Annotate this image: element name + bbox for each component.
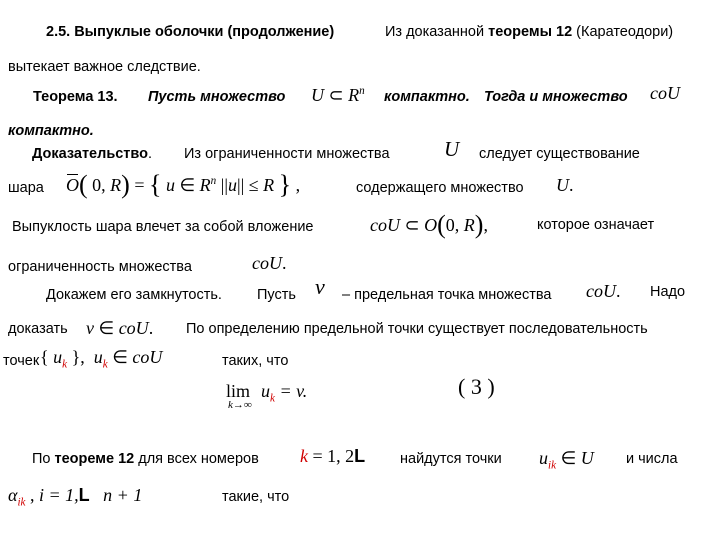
formula-embedding: coU ⊂ O(0, R),	[370, 210, 488, 239]
formula-u-ik-in-U: $u_{ik}$ ∈ U	[539, 448, 594, 472]
formula-lim-subscript: k→∞	[228, 399, 252, 411]
closed-text-4: Надо	[650, 284, 686, 300]
formula-coU-dot-2: coU.	[586, 281, 621, 301]
proof-text-3: шара	[8, 180, 44, 196]
proof-text-6: которое означает	[537, 217, 655, 233]
formula-sequence: { $u_k$ }, $u_k$ ∈ coU	[40, 347, 163, 371]
closed-text-3: – предельная точка множества	[342, 287, 552, 303]
theorem-text-4: компактно.	[8, 123, 94, 139]
theorem-text-2: компактно.	[384, 89, 470, 105]
proof-text-4: содержащего множество	[356, 180, 524, 196]
formula-lim: lim	[226, 381, 251, 401]
formula-coU-dot: coU.	[252, 253, 287, 273]
closed-text-6: По определению предельной точки существует последовательность	[186, 321, 648, 337]
proof-text-1: Из ограниченности множества	[184, 146, 390, 162]
formula-v: v	[315, 274, 325, 299]
theorem-label: Теорема 13.	[33, 89, 118, 105]
formula-U: U	[444, 137, 460, 161]
formula-ball: O( 0, R) = { u ∈ $R^n$ ||u|| ≤ R } ,	[66, 170, 301, 199]
proof-text-5: Выпуклость шара влечет за собой вложение	[12, 219, 314, 235]
formula-k-range: k = 1, 2L	[300, 446, 366, 466]
proof-text-7: ограниченность множества	[8, 259, 192, 275]
formula-U-subset-Rn: U ⊂ $R^n$	[311, 85, 365, 105]
formula-v-in-coU: v ∈ coU.	[86, 318, 154, 338]
proof-label: Доказательство.	[32, 146, 153, 162]
closed-text-2: Пусть	[257, 287, 296, 303]
section-heading: 2.5. Выпуклые оболочки (продолжение)	[46, 24, 335, 40]
theorem-12-ref: теоремы 12	[488, 24, 573, 40]
intro-line-2: вытекает важное следствие.	[8, 59, 201, 75]
formula-lim-body: $u_k = v$.	[261, 381, 308, 405]
equation-number: ( 3 )	[458, 374, 495, 399]
closed-text-7: точек	[3, 353, 40, 369]
last-text-6: такие, что	[222, 489, 290, 505]
last-text-1: По теореме 12 для всех номеров	[32, 451, 259, 467]
closed-text-8: таких, что	[222, 353, 289, 369]
closed-text-1: Докажем его замкнутость.	[46, 287, 222, 303]
theorem-text-3: Тогда и множество	[484, 89, 628, 105]
formula-alpha: $\alpha_{ik}$ , i = 1,L n + 1	[8, 485, 143, 509]
last-text-5: и числа	[626, 451, 678, 467]
proof-text-2: следует существование	[479, 146, 640, 162]
theorem-text-1: Пусть множество	[148, 89, 286, 105]
closed-text-5: доказать	[8, 321, 68, 337]
intro-line: Из доказанной теоремы 12 (Каратеодори)	[385, 24, 674, 40]
formula-U-dot: U.	[556, 175, 574, 195]
last-text-4: найдутся точки	[400, 451, 502, 467]
formula-coU: coU	[650, 83, 680, 103]
